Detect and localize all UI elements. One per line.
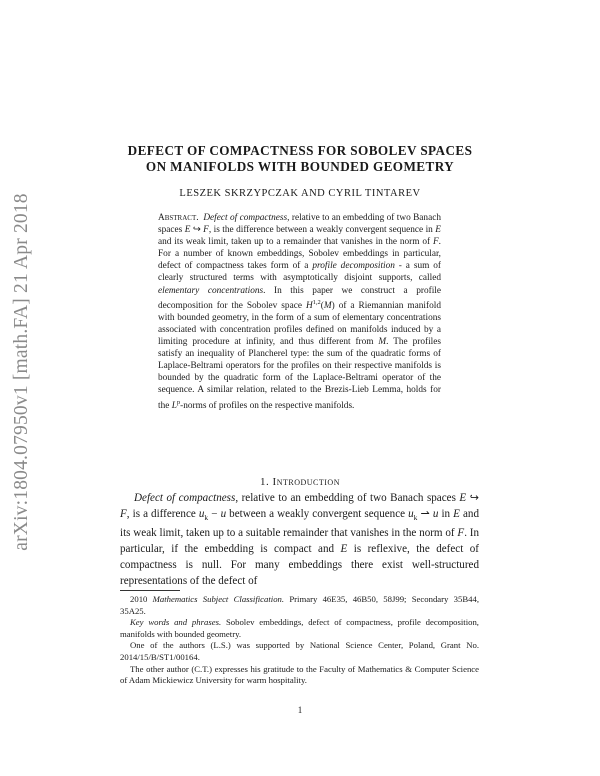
abstract xyxy=(158,212,441,412)
intro-text: . In particular, if the embedding is compact and xyxy=(120,527,479,555)
abstract-text: - a sum of clearly structured terms with asymptotically disjoint supports, called xyxy=(158,261,441,284)
section-title: Introduction xyxy=(272,476,340,488)
section-number: 1. xyxy=(260,476,270,488)
paper-title xyxy=(90,143,510,175)
math-symbol: F xyxy=(457,527,465,540)
authors: LESZEK SKRZYPCZAK AND CYRIL TINTAREV xyxy=(179,188,421,199)
footnote-keywords xyxy=(120,617,479,640)
math-symbol: u xyxy=(432,507,439,520)
math-symbol: u xyxy=(408,507,414,520)
math-symbol: M xyxy=(378,337,387,348)
math-symbol: E xyxy=(453,507,460,520)
math-symbol: ( xyxy=(320,300,324,311)
arxiv-identifier-sidebar xyxy=(4,174,40,569)
math-superscript: 1,2 xyxy=(312,298,321,306)
title-line-2: ON MANIFOLDS WITH BOUNDED GEOMETRY xyxy=(145,159,455,174)
intro-text: in xyxy=(438,507,454,520)
footnote-text: 2010 xyxy=(130,594,153,604)
intro-term: Defect of compactness xyxy=(134,492,236,504)
intro-text: and its weak limit, taken up to a suitable remainder that vanishes in the norm of xyxy=(120,507,479,540)
math-symbol: L xyxy=(171,400,177,411)
math-subscript: k xyxy=(204,513,209,523)
intro-text: , is a difference xyxy=(126,507,199,520)
math-symbol: ↪ xyxy=(466,492,479,504)
footnotes xyxy=(120,594,479,687)
math-symbol: ⇀ xyxy=(417,507,433,520)
abstract-text: -norms of profiles on the respective manifolds. xyxy=(180,400,355,411)
abstract-text: . For a number of known embeddings, Sobolev embeddings in particular, defect of compactness takes form of a xyxy=(158,237,441,272)
abstract-term: elementary concentrations xyxy=(158,285,264,296)
section-heading xyxy=(100,476,500,488)
abstract-text: , relative to an embedding of two Banach spaces xyxy=(158,213,441,236)
footnote-text: Sobolev embeddings, defect of compactness, profile decomposition, manifolds with bounded geometry. xyxy=(120,617,479,639)
intro-text: between a weakly convergent sequence xyxy=(226,507,409,520)
abstract-label: Abstract. xyxy=(158,213,199,223)
math-symbol: M xyxy=(323,300,332,311)
abstract-text: . The profiles satisfy an inequality of Plancherel type: the sum of the quadratic forms of Laplace-Beltrami operators for the profiles on their respective manifolds is bounded by the quadratic form of the Laplace-Beltrami operator of the sequence. A similar relation, related to the Brezis-Lieb Lemma, holds for the xyxy=(158,337,441,411)
math-symbol: E xyxy=(340,542,348,555)
math-symbol: ↪ xyxy=(190,225,204,236)
footnote-label: Mathematics Subject Classification. xyxy=(152,594,285,604)
intro-paragraph xyxy=(120,491,479,590)
footnote-acknowledgement: The other author (C.T.) expresses his gratitude to the Faculty of Mathematics & Computer Science of Adam Mickiewicz University for warm hospitality. xyxy=(120,663,479,686)
arxiv-identifier: arXiv:1804.07950v1 [math.FA] 21 Apr 2018 xyxy=(11,192,32,551)
math-symbol: u xyxy=(198,507,205,520)
page-number: 1 xyxy=(297,705,303,715)
math-symbol: H xyxy=(305,300,313,311)
footnote-msc xyxy=(120,594,479,617)
abstract-text: ) of a Riemannian manifold with bounded geometry, in the form of a sum of elementary concentrations associated with concentration profiles defined on manifolds induced by a limiting procedure at infinity, and thus different from xyxy=(158,300,441,348)
math-symbol: F xyxy=(203,225,209,236)
footnote-rule xyxy=(120,590,180,591)
math-symbol: − xyxy=(208,507,221,520)
abstract-term: profile decomposition xyxy=(312,261,395,272)
intro-text: , relative to an embedding of two Banach spaces xyxy=(235,492,460,504)
math-symbol: F xyxy=(120,507,127,520)
abstract-text: , is the difference between a weakly convergent sequence in xyxy=(208,225,436,236)
math-symbol: E xyxy=(184,225,191,236)
abstract-text: and its weak limit, taken up to a remainder that vanishes in the norm of xyxy=(158,237,433,248)
abstract-text: . In this paper we construct a profile decomposition for the Sobolev space xyxy=(158,285,441,311)
math-superscript: p xyxy=(176,398,181,406)
math-subscript: k xyxy=(413,513,418,523)
math-symbol: E xyxy=(435,225,441,236)
math-symbol: E xyxy=(459,492,467,504)
title-line-1: DEFECT OF COMPACTNESS FOR SOBOLEV SPACES xyxy=(127,143,473,158)
intro-text: is reflexive, the defect of compactness is null. For many embeddings there exist well-structured representations of the defect of xyxy=(120,542,479,587)
math-symbol: F xyxy=(432,237,439,248)
footnote-text: Primary 46E35, 46B50, 58J99; Secondary 35B44, 35A25. xyxy=(120,594,479,616)
abstract-term: Defect of compactness xyxy=(203,213,288,223)
footnote-label: Key words and phrases. xyxy=(130,617,222,628)
footnote-funding: One of the authors (L.S.) was supported by National Science Center, Poland, Grant No. 2014/15/B/ST1/00164. xyxy=(120,640,479,662)
math-symbol: u xyxy=(220,507,227,520)
